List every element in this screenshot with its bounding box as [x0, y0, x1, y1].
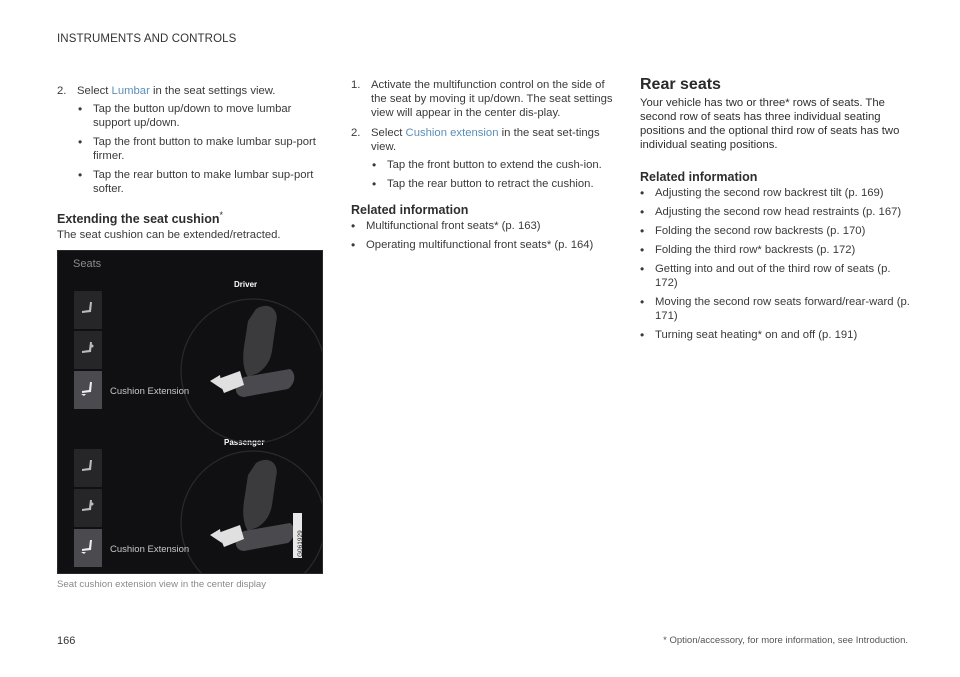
left-column [57, 84, 327, 242]
cushion-extension-label-passenger: Cushion Extension [110, 544, 190, 555]
middle-column [351, 78, 619, 257]
lumbar-term: Lumbar [111, 85, 150, 97]
related-link[interactable]: • Adjusting the second row backrest tilt (p. 169) [640, 186, 910, 200]
rear-seats-heading: Rear seats [640, 76, 721, 93]
related-link[interactable]: • Turning seat heating* on and off (p. 191) [640, 328, 910, 342]
cushion-extension-icon[interactable] [74, 371, 102, 409]
extend-cushion-heading: Extending the seat cushion* [57, 210, 224, 227]
related-link[interactable]: • Adjusting the second row head restraints (p. 167) [640, 205, 910, 219]
step-number: 2. [351, 127, 361, 139]
step-2-cushion: 2. Select Cushion extension in the seat set-tings view. [351, 127, 600, 153]
rear-seats-text: Your vehicle has two or three* rows of seats. The second row of seats has three individual seating positions and the optional third row of seats has two individual seating positions. [640, 97, 900, 151]
related-link[interactable]: • Getting into and out of the third row of seats (p. 172) [640, 262, 910, 290]
lumbar-bullets [78, 102, 327, 196]
related-links [640, 186, 910, 342]
step-1: 1. Activate the multifunction control on the side of the seat by moving it up/down. The seat settings view will appear in the center dis-play. [351, 79, 613, 119]
driver-label: Driver [234, 280, 258, 289]
cushion-bullets [372, 158, 619, 191]
related-link[interactable]: • Folding the second row backrests (p. 170) [640, 224, 910, 238]
related-info-heading: Related information [640, 170, 758, 184]
list-item: • Tap the front button to extend the cush-ion. [372, 158, 619, 172]
footnote: * Option/accessory, for more information, see Introduction. [663, 635, 908, 646]
right-column [640, 78, 910, 347]
seat-display-illustration [57, 250, 323, 574]
step-number: 1. [351, 79, 361, 91]
page-number: 166 [57, 635, 76, 647]
figure-code-badge: G061929 [293, 513, 302, 558]
related-links [351, 219, 619, 252]
related-link[interactable]: • Moving the second row seats forward/rear-ward (p. 171) [640, 295, 910, 323]
seat-setting-icon[interactable] [74, 291, 102, 329]
extend-cushion-text: The seat cushion can be extended/retracted. [57, 229, 281, 242]
list-item: • Tap the front button to make lumbar sup-port firmer. [78, 135, 327, 163]
lumbar-setting-icon[interactable] [74, 489, 102, 527]
step-number: 2. [57, 85, 67, 97]
list-item: • Tap the rear button to retract the cushion. [372, 177, 619, 191]
passenger-label: Passenger [224, 438, 265, 447]
figure-caption: Seat cushion extension view in the center display [57, 579, 267, 590]
driver-seat-icon [210, 306, 294, 397]
step-2-lumbar: 2. Select Lumbar in the seat settings view. [57, 85, 276, 97]
related-link[interactable]: • Operating multifunctional front seats* (p. 164) [351, 238, 619, 252]
list-item: • Tap the button up/down to move lumbar support up/down. [78, 102, 327, 130]
related-link[interactable]: • Folding the third row* backrests (p. 172) [640, 243, 910, 257]
page-header: INSTRUMENTS AND CONTROLS [57, 33, 237, 45]
related-link[interactable]: • Multifunctional front seats* (p. 163) [351, 219, 619, 233]
cushion-extension-icon[interactable] [74, 529, 102, 567]
cushion-extension-term: Cushion extension [405, 127, 499, 139]
figure-title: Seats [73, 258, 102, 270]
seat-setting-icon[interactable] [74, 449, 102, 487]
cushion-extension-label-driver: Cushion Extension [110, 386, 190, 397]
related-info-heading: Related information [351, 203, 469, 217]
list-item: • Tap the rear button to make lumbar sup-port softer. [78, 168, 327, 196]
passenger-seat-icon [210, 460, 294, 551]
lumbar-setting-icon[interactable] [74, 331, 102, 369]
